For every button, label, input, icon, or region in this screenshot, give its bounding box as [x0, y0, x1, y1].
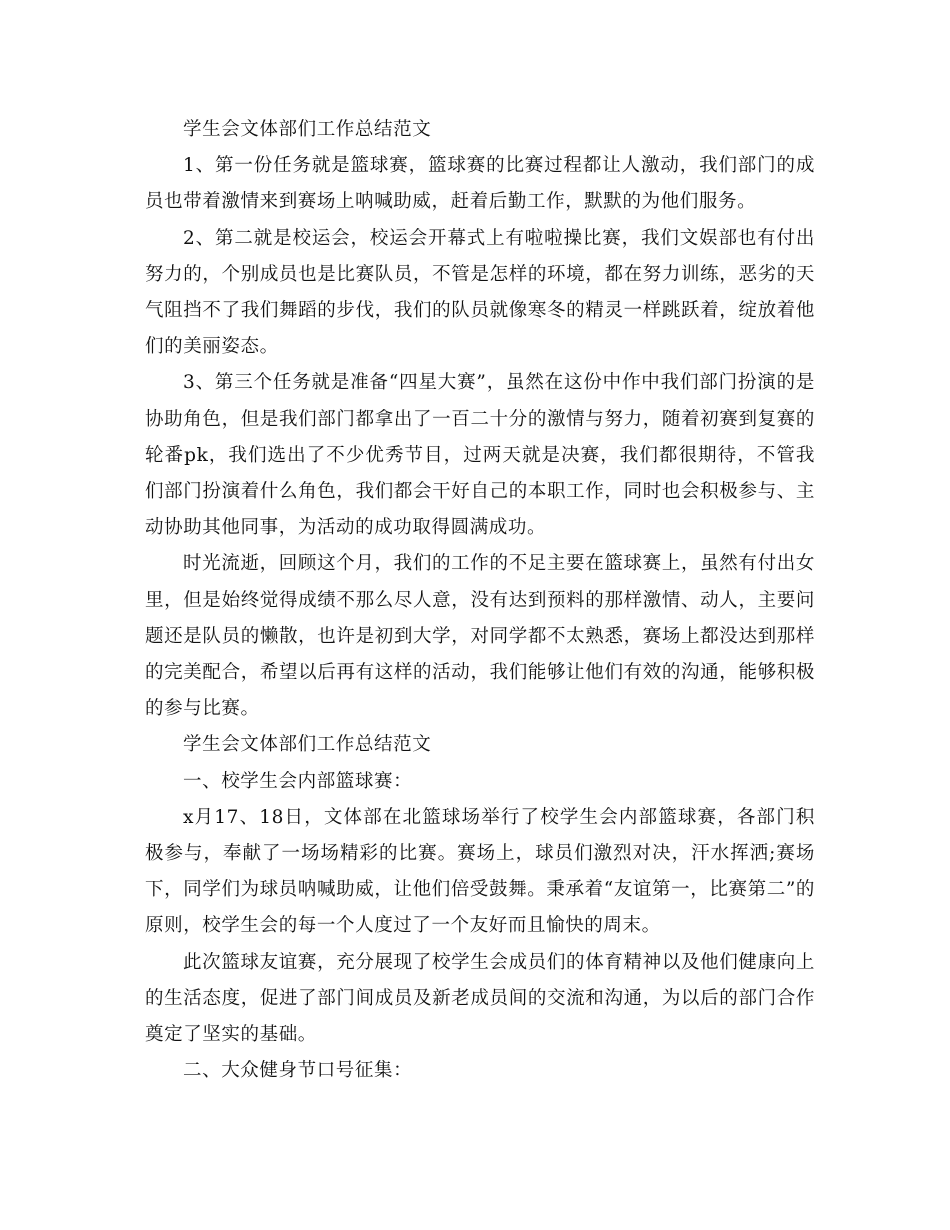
document-body — [145, 112, 815, 1089]
paragraph-basketball-summary: 此次篮球友谊赛，充分展现了校学生会成员们的体育精神以及他们健康向上的生活态度，促进了部门间成员及新老成员间的交流和沟通，为以后的部门合作奠定了坚实的基础。 — [145, 951, 815, 1046]
paragraph-task-2-sports-meet: 2、第二就是校运会，校运会开幕式上有啦啦操比赛，我们文娱部也有付出努力的，个别成员也是比赛队员，不管是怎样的环境，都在努力训练，恶劣的天气阻挡不了我们舞蹈的步伐，我们的队员就像寒冬的精灵一样跳跃着，绽放着他们的美丽姿态。 — [145, 227, 815, 358]
document-title: 学生会文体部们工作总结范文 — [183, 119, 432, 140]
heading-internal-basketball: 一、校学生会内部篮球赛： — [183, 770, 413, 792]
paragraph-task-3-four-star-contest: 3、第三个任务就是准备“四星大赛”，虽然在这份中作中我们部门扮演的是协助角色，但是我们部门都拿出了一百二十分的激情与努力，随着初赛到复赛的轮番pk，我们选出了不少优秀节目，过两天就是决赛，我们都很期待，不管我们部门扮演着什么角色，我们都会干好自己的本职工作，同时也会积极参与、主动协助其他同事，为活动的成功取得圆满成功。 — [145, 372, 815, 539]
paragraph-monthly-review: 时光流逝，回顾这个月，我们的工作的不足主要在篮球赛上，虽然有付出女里，但是始终觉得成绩不那么尽人意，没有达到预料的那样激情、动人，主要问题还是队员的懒散，也许是初到大学，对同学都不太熟悉，赛场上都没达到那样的完美配合，希望以后再有这样的活动，我们能够让他们有效的沟通，能够积极的参与比赛。 — [145, 553, 815, 720]
section-title-repeat: 学生会文体部们工作总结范文 — [183, 734, 432, 756]
paragraph-basketball-event: x月17、18日，文体部在北篮球场举行了校学生会内部篮球赛，各部门积极参与，奉献了一场场精彩的比赛。赛场上，球员们激烈对决，汗水挥洒;赛场下，同学们为球员呐喊助威，让他们倍受鼓舞。秉承着“友谊第一，比赛第二”的原则，校学生会的每一个人度过了一个友好而且愉快的周末。 — [145, 806, 815, 937]
paragraph-task-1-basketball: 1、第一份任务就是篮球赛，篮球赛的比赛过程都让人激动，我们部门的成员也带着激情来到赛场上呐喊助威，赶着后勤工作，默默的为他们服务。 — [145, 155, 815, 213]
heading-fitness-slogan: 二、大众健身节口号征集： — [183, 1060, 413, 1082]
